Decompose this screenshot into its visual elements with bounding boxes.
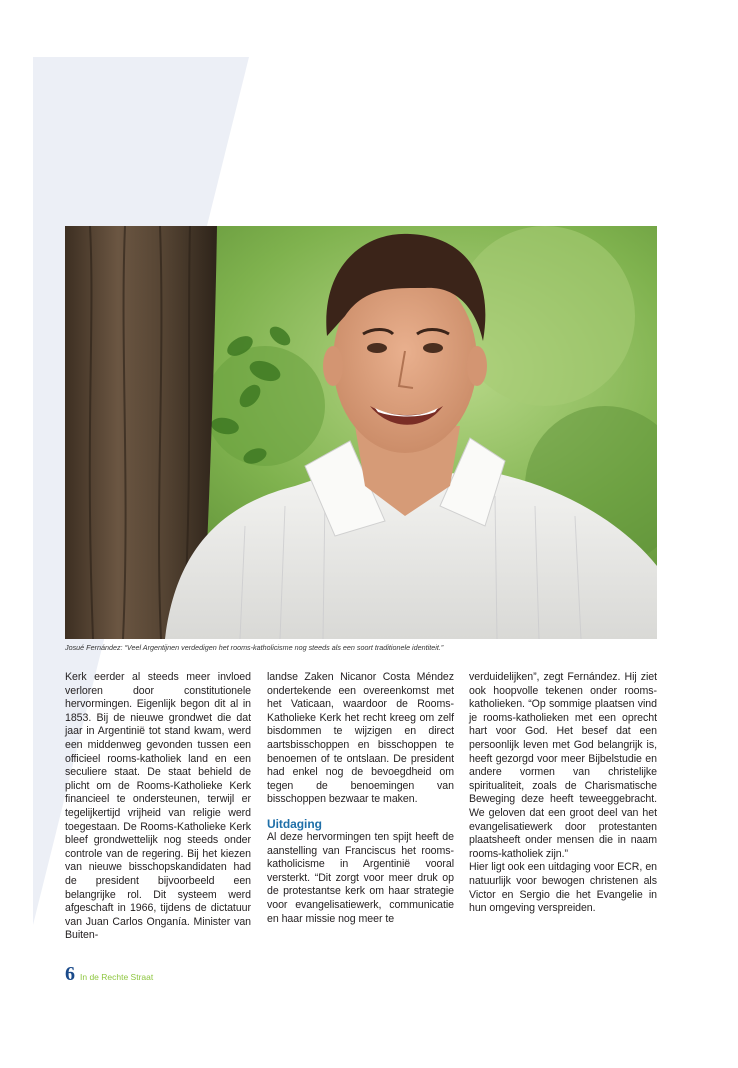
page-footer <box>65 963 153 986</box>
article-paragraph: verduidelijken”, zegt Fernández. Hij ziet ook hoopvolle tekenen onder rooms-katholieken. “Op sommige plaatsen vind je rooms-katholieken met een oprecht hart voor God. Het besef dat een persoonlijk leven met God belangrijk is, heeft gezorgd voor meer Bijbelstudie en andere vormen van christelijke spiritualiteit, zoals de Charismatische Beweging deze heeft teweeggebracht. We geloven dat een groot deel van het evangelisatiewerk door protestanten plaatsheeft onder mensen die in naam rooms-katholiek zijn.” <box>469 671 657 860</box>
article-paragraph: Hier ligt ook een uitdaging voor ECR, en natuurlijk voor bewogen christenen als Victor en Sergio die het Evangelie in hun omgeving verspreiden. <box>469 861 657 915</box>
article-paragraph: Al deze hervormingen ten spijt heeft de aanstelling van Franciscus het rooms-katholicisme in Argentinië vooral versterkt. “Dit zorgt voor meer druk op de protestantse kerk om haar strategie voor evangelisatiewerk, communicatie en haar missie nog meer te <box>267 830 454 925</box>
article-column-1 <box>65 671 251 943</box>
portrait-photo <box>65 226 657 639</box>
photo-caption: Josué Fernández: “Veel Argentijnen verdedigen het rooms-katholicisme nog steeds als een soort traditionele identiteit.” <box>65 643 444 652</box>
article-column-2 <box>267 671 454 926</box>
article-column-3 <box>469 671 657 916</box>
section-subheading: Uitdaging <box>267 816 322 831</box>
page-number: 6 <box>65 963 75 985</box>
article-paragraph: landse Zaken Nicanor Costa Méndez ondertekende een overeenkomst met het Vaticaan, waardoor de Rooms-Katholieke Kerk het recht kreeg om zelf bisdommen te wijzigen en direct aartsbisschoppen en bisschoppen te benoemen of te ontslaan. De president had enkel nog de bevoegdheid om tegen de benoemingen van bisschoppen bezwaar te maken. <box>267 671 454 806</box>
magazine-name: In de Rechte Straat <box>80 972 154 982</box>
article-paragraph: Kerk eerder al steeds meer invloed verloren door constitutionele hervormingen. Eigenlijk begon dit al in 1853. Bij de nieuwe grondwet die dat jaar in Argentinië tot stand kwam, werd een middenweg gevonden tussen een officieel rooms-katholiek land en een seculiere staat. De staat behield de plicht om de Rooms-Katholieke Kerk financieel te ondersteunen, terwijl er tegelijkertijd vrijheid van religie werd toegestaan. De Rooms-Katholieke Kerk bleef grondwettelijk nog steeds onder controle van de regering. Bij het kiezen van nieuwe bisschopskandidaten had de president bijvoorbeeld een belangrijke rol. Dit systeem werd afgeschaft in 1966, tijdens de dictatuur van Juan Carlos Onganía. Minister van Buiten- <box>65 671 251 942</box>
